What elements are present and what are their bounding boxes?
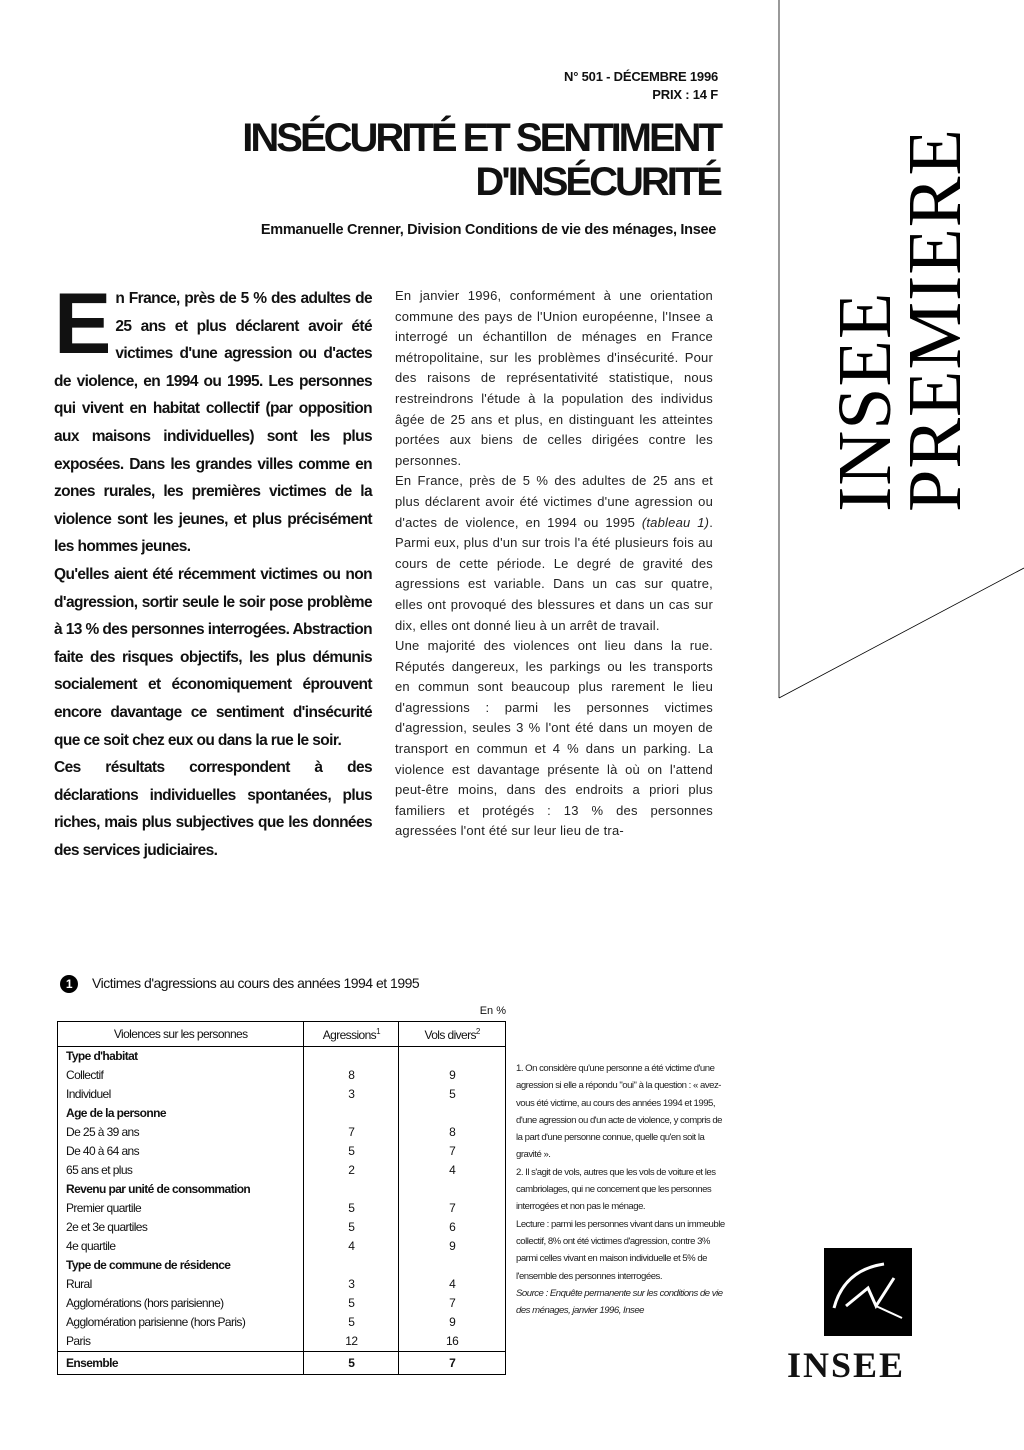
row-agressions: 5	[304, 1294, 399, 1313]
byline: Emmanuelle Crenner, Division Conditions de vie des ménages, Insee	[260, 222, 716, 238]
body-paragraph-2	[395, 471, 713, 636]
masthead-line-premiere: PREMIERE	[893, 128, 977, 512]
row-vols: 9	[399, 1237, 506, 1256]
total-agressions: 5	[304, 1352, 399, 1375]
row-agressions: 2	[304, 1161, 399, 1180]
table-row	[58, 1085, 506, 1104]
masthead-line-insee: INSEE	[823, 291, 907, 512]
row-label: Agglomération parisienne (hors Paris)	[58, 1313, 304, 1332]
article-title	[120, 116, 720, 204]
logo-emblem-icon	[824, 1248, 912, 1336]
header-agressions-label: Agressions	[322, 1027, 377, 1042]
title-line-1: INSÉCURITÉ ET SENTIMENT	[242, 116, 720, 160]
row-label: Premier quartile	[58, 1199, 304, 1218]
row-vols: 5	[399, 1085, 506, 1104]
row-agressions	[304, 1256, 399, 1275]
insee-logo-text: INSEE	[786, 1345, 906, 1385]
row-vols: 7	[399, 1142, 506, 1161]
row-label: 4e quartile	[58, 1237, 304, 1256]
header-vols-note: 2	[475, 1026, 480, 1036]
header-category: Violences sur les personnes	[58, 1022, 304, 1047]
row-vols: 16	[399, 1332, 506, 1352]
row-label: Rural	[58, 1275, 304, 1294]
table-row	[58, 1161, 506, 1180]
row-agressions: 4	[304, 1237, 399, 1256]
row-agressions: 7	[304, 1123, 399, 1142]
table-row	[58, 1066, 506, 1085]
table-title: Victimes d'agressions au cours des années 1994 et 1995	[92, 975, 420, 991]
issue-number: N° 501 - DÉCEMBRE 1996	[564, 69, 718, 84]
table-row	[58, 1237, 506, 1256]
row-vols	[399, 1104, 506, 1123]
row-label: Type d'habitat	[58, 1047, 304, 1067]
header-vols	[399, 1022, 506, 1047]
table-row	[58, 1332, 506, 1352]
row-agressions: 5	[304, 1199, 399, 1218]
drop-cap: E	[54, 276, 110, 372]
note-source: Source : Enquête permanente sur les conditions de vie des ménages, janvier 1996, Insee	[516, 1287, 723, 1317]
lead-text-2: Qu'elles aient été récemment victimes ou non d'agression, sortir seule le soir pose problème à 13 % des personnes interrogées. Abstraction faite des risques objectifs, les plus démunis socialement et économiquement éprouvent encore davantage ce sentiment d'insécurité que ce soit chez eux ou dans la rue le soir.	[54, 565, 372, 749]
lead-text-1: n France, près de 5 % des adultes de 25 ans et plus déclarent avoir été victimes d'une agression ou d'actes de violence, en 1994 ou 1995. Les personnes qui vivent en habitat collectif (par opposition aux maisons individuelles) sont les plus exposées. Dans les grandes villes comme en zones rurales, les premières victimes de la violence sont les jeunes, et plus précisément les hommes jeunes.	[54, 290, 372, 556]
body-paragraph-3: Une majorité des violences ont lieu dans la rue. Réputés dangereux, les parkings ou les transports en commun sont beaucoup plus rarement le lieu d'agressions : parmi les personnes victimes d'agression, seules 3 % l'ont été dans un moyen de transport en commun et 4 % dans un parking. La violence est davantage présente là où on l'attend peut-être moins, dans des endroits a priori plus familiers et protégés : 13 % des personnes agressées l'ont été sur leur lieu de tra-	[395, 638, 713, 839]
total-label: Ensemble	[58, 1352, 304, 1375]
row-label: 2e et 3e quartiles	[58, 1218, 304, 1237]
header-agressions-note: 1	[376, 1026, 380, 1036]
row-vols: 8	[399, 1123, 506, 1142]
row-label: Agglomérations (hors parisienne)	[58, 1294, 304, 1313]
row-label: De 40 à 64 ans	[58, 1142, 304, 1161]
body-text-2b: . Parmi eux, plus d'un sur trois l'a été plusieurs fois au cours de cette période. Le degré de gravité des agressions est variable. Dans un cas sur quatre, elles ont provoqué des blessures et dans un cas sur dix, elles ont donné lieu à un arrêt de travail.	[395, 514, 713, 633]
insee-logo-emblem	[824, 1248, 912, 1336]
header-agressions	[304, 1022, 399, 1047]
body-text-2a: En France, près de 5 % des adultes de 25 ans et plus déclarent avoir été victimes d'une agression ou d'actes de violence, en 1994 ou 1995	[395, 473, 713, 530]
table-row	[58, 1142, 506, 1161]
row-vols	[399, 1180, 506, 1199]
lead-text-3: Ces résultats correspondent à des déclarations individuelles spontanées, plus riches, mais plus subjectives que les données des services judiciaires.	[54, 759, 372, 859]
note-lecture: Lecture : parmi les personnes vivant dans un immeuble collectif, 8% ont été victimes d'agression, contre 3% parmi celles vivant en maison individuelle et 5% de l'ensemble des personnes interrogées.	[516, 1218, 725, 1282]
row-agressions: 5	[304, 1142, 399, 1161]
lead-paragraph	[54, 276, 372, 864]
note-2: 2. Il s'agit de vols, autres que les vols de voiture et les cambriolages, qui ne concernent que les personnes interrogées et non pas le ménage.	[516, 1166, 716, 1213]
row-agressions	[304, 1104, 399, 1123]
table-row	[58, 1313, 506, 1332]
table-total-row	[58, 1352, 506, 1375]
table-row	[58, 1218, 506, 1237]
table-row	[58, 1275, 506, 1294]
row-vols: 4	[399, 1275, 506, 1294]
row-label: 65 ans et plus	[58, 1161, 304, 1180]
row-agressions: 5	[304, 1313, 399, 1332]
table-body	[58, 1047, 506, 1352]
body-column	[395, 286, 713, 842]
table-header-row	[58, 1022, 506, 1047]
row-agressions	[304, 1047, 399, 1067]
row-agressions: 3	[304, 1275, 399, 1294]
row-agressions: 3	[304, 1085, 399, 1104]
table-row	[58, 1199, 506, 1218]
row-vols	[399, 1047, 506, 1067]
table-category-row	[58, 1047, 506, 1067]
issue-info	[430, 68, 718, 104]
body-paragraph-1: En janvier 1996, conformément à une orientation commune des pays de l'Union européenne, l'Insee a interrogé un échantillon de ménages en France métropolitaine, sur les problèmes d'insécurité. Pour des raisons de représentativité statistique, nous restreindrons l'étude à la population des individus âgée de 25 ans et plus, en distinguant les atteintes portées aux biens de celles dirigées contre les personnes.	[395, 288, 713, 468]
total-vols: 7	[399, 1352, 506, 1375]
table-unit: En %	[479, 1005, 506, 1017]
table-category-row	[58, 1256, 506, 1275]
row-vols: 7	[399, 1294, 506, 1313]
header-vols-label: Vols divers	[424, 1027, 476, 1042]
table-row	[58, 1294, 506, 1313]
table-number-badge: 1	[60, 975, 78, 993]
row-vols: 4	[399, 1161, 506, 1180]
row-label: De 25 à 39 ans	[58, 1123, 304, 1142]
row-label: Collectif	[58, 1066, 304, 1085]
row-vols: 9	[399, 1066, 506, 1085]
row-label: Individuel	[58, 1085, 304, 1104]
table-row	[58, 1123, 506, 1142]
table-heading	[60, 975, 520, 993]
victims-table	[57, 1021, 506, 1375]
row-label: Age de la personne	[58, 1104, 304, 1123]
table-category-row	[58, 1180, 506, 1199]
title-line-2: D'INSÉCURITÉ	[475, 160, 720, 204]
note-1: 1. On considère qu'une personne a été victime d'une agression si elle a répondu "oui" à la question : « avez-vous été victime, au cours des années 1994 et 1995, d'une agression ou d'un acte de violence, y compris de la part d'une personne connue, quelle qu'en soit la gravité ».	[516, 1063, 722, 1161]
row-agressions	[304, 1180, 399, 1199]
row-vols: 7	[399, 1199, 506, 1218]
row-agressions: 12	[304, 1332, 399, 1352]
row-agressions: 8	[304, 1066, 399, 1085]
table-notes	[516, 1060, 726, 1319]
row-label: Type de commune de résidence	[58, 1256, 304, 1275]
row-vols: 9	[399, 1313, 506, 1332]
row-label: Revenu par unité de consommation	[58, 1180, 304, 1199]
row-vols	[399, 1256, 506, 1275]
table-reference: (tableau 1)	[641, 514, 710, 530]
row-agressions: 5	[304, 1218, 399, 1237]
table-category-row	[58, 1104, 506, 1123]
row-vols: 6	[399, 1218, 506, 1237]
masthead-title	[800, 40, 1000, 600]
issue-price: PRIX : 14 F	[652, 87, 718, 102]
row-label: Paris	[58, 1332, 304, 1352]
